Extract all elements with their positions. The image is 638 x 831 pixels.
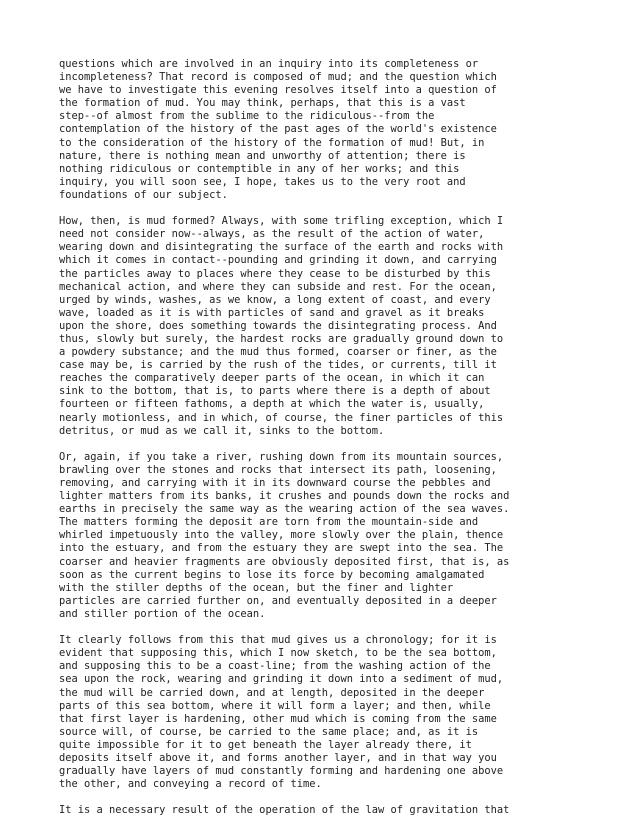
text-line: questions which are involved in an inquiry into its completeness or xyxy=(59,58,479,70)
text-line: the mud will be carried down, and at length, deposited in the deeper xyxy=(59,686,485,699)
text-line: wave, loaded as it is with particles of sand and gravel as it breaks xyxy=(59,306,485,319)
text-line: thus, slowly but surely, the hardest rocks are gradually ground down to xyxy=(59,332,504,345)
paragraph xyxy=(59,58,619,202)
text-line: evident that supposing this, which I now sketch, to be the sea bottom, xyxy=(59,647,497,660)
text-line: with the stiller depths of the ocean, but the finer and lighter xyxy=(59,581,454,594)
text-line: reaches the comparatively deeper parts of the ocean, in which it can xyxy=(59,372,485,385)
text-line: and stiller portion of the ocean. xyxy=(59,607,266,620)
text-line: sink to the bottom, that is, to parts where there is a depth of about xyxy=(59,385,491,398)
document-page xyxy=(59,58,619,831)
text-line: quite impossible for it to get beneath the layer already there, it xyxy=(59,738,472,751)
text-line: mechanical action, and where they can subside and rest. For the ocean, xyxy=(59,280,497,293)
text-line: the formation of mud. You may think, perhaps, that this is a vast xyxy=(59,97,466,110)
text-line: coarser and heavier fragments are obviously deposited first, that is, as xyxy=(59,555,510,568)
text-line: nothing ridiculous or contemptible in any of her works; and this xyxy=(59,162,460,175)
text-line: which it comes in contact--pounding and grinding it down, and carrying xyxy=(59,254,497,267)
text-line: foundations of our subject. xyxy=(59,188,228,201)
text-line: and supposing this to be a coast-line; from the washing action of the xyxy=(59,660,491,673)
text-line: It is a necessary result of the operation of the law of gravitation that xyxy=(59,804,510,817)
text-line: into the estuary, and from the estuary they are swept into the sea. The xyxy=(59,542,504,555)
text-line: a powdery substance; and the mud thus formed, coarser or finer, as the xyxy=(59,346,497,359)
text-line: the other, and conveying a record of time. xyxy=(59,778,322,791)
text-line: the particles away to places where they cease to be disturbed by this xyxy=(59,267,491,280)
text-line: Or, again, if you take a river, rushing down from its mountain sources, xyxy=(59,450,504,463)
text-line: gradually have layers of mud constantly forming and hardening one above xyxy=(59,765,504,778)
text-line: lighter matters from its banks, it crushes and pounds down the rocks and xyxy=(59,490,510,503)
paragraph xyxy=(59,451,619,621)
text-line: nearly motionless, and in which, of course, the finer particles of this xyxy=(59,411,504,424)
text-line: nature, there is nothing mean and unworthy of attention; there is xyxy=(59,149,466,162)
text-line: sea upon the rock, wearing and grinding it down into a sediment of mud, xyxy=(59,673,504,686)
text-line: earths in precisely the same way as the wearing action of the sea waves. xyxy=(59,503,510,516)
paragraph xyxy=(59,804,619,817)
text-line: step--of almost from the sublime to the ridiculous--from the xyxy=(59,110,435,123)
text-line: fourteen or fifteen fathoms, a depth at which the water is, usually, xyxy=(59,398,485,411)
text-line: urged by winds, washes, as we know, a long extent of coast, and every xyxy=(59,293,491,306)
text-line: particles are carried further on, and eventually deposited in a deeper xyxy=(59,594,497,607)
text-line: need not consider now--always, as the result of the action of water, xyxy=(59,228,485,241)
text-line: source will, of course, be carried to the same place; and, as it is xyxy=(59,725,479,738)
text-line: brawling over the stones and rocks that intersect its path, loosening, xyxy=(59,463,497,476)
text-line: deposits itself above it, and forms another layer, and in that way you xyxy=(59,751,497,764)
text-line: The matters forming the deposit are torn from the mountain-side and xyxy=(59,516,479,529)
text-line: we have to investigate this evening resolves itself into a question of xyxy=(59,84,497,97)
text-line: wearing down and disintegrating the surface of the earth and rocks with xyxy=(59,241,504,254)
text-line: parts of this sea bottom, where it will form a layer; and then, while xyxy=(59,699,491,712)
text-line: to the consideration of the history of the formation of mud! But, in xyxy=(59,136,485,149)
text-line: inquiry, you will soon see, I hope, takes us to the very root and xyxy=(59,175,466,188)
text-line: removing, and carrying with it in its downward course the pebbles and xyxy=(59,477,491,489)
text-line: upon the shore, does something towards the disintegrating process. And xyxy=(59,319,497,332)
text-line: How, then, is mud formed? Always, with some trifling exception, which I xyxy=(59,215,504,228)
paragraph xyxy=(59,634,619,791)
text-line: case may be, is carried by the rush of the tides, or currents, till it xyxy=(59,359,497,372)
paragraph xyxy=(59,215,619,438)
text-line: whirled impetuously into the valley, more slowly over the plain, thence xyxy=(59,529,504,542)
text-line: contemplation of the history of the past ages of the world's existence xyxy=(59,123,497,136)
text-line: It clearly follows from this that mud gives us a chronology; for it is xyxy=(59,634,497,647)
text-line: detritus, or mud as we call it, sinks to the bottom. xyxy=(59,424,385,437)
text-line: soon as the current begins to lose its force by becoming amalgamated xyxy=(59,568,485,581)
text-line: that first layer is hardening, other mud which is coming from the same xyxy=(59,712,497,725)
text-line: incompleteness? That record is composed of mud; and the question which xyxy=(59,71,497,84)
